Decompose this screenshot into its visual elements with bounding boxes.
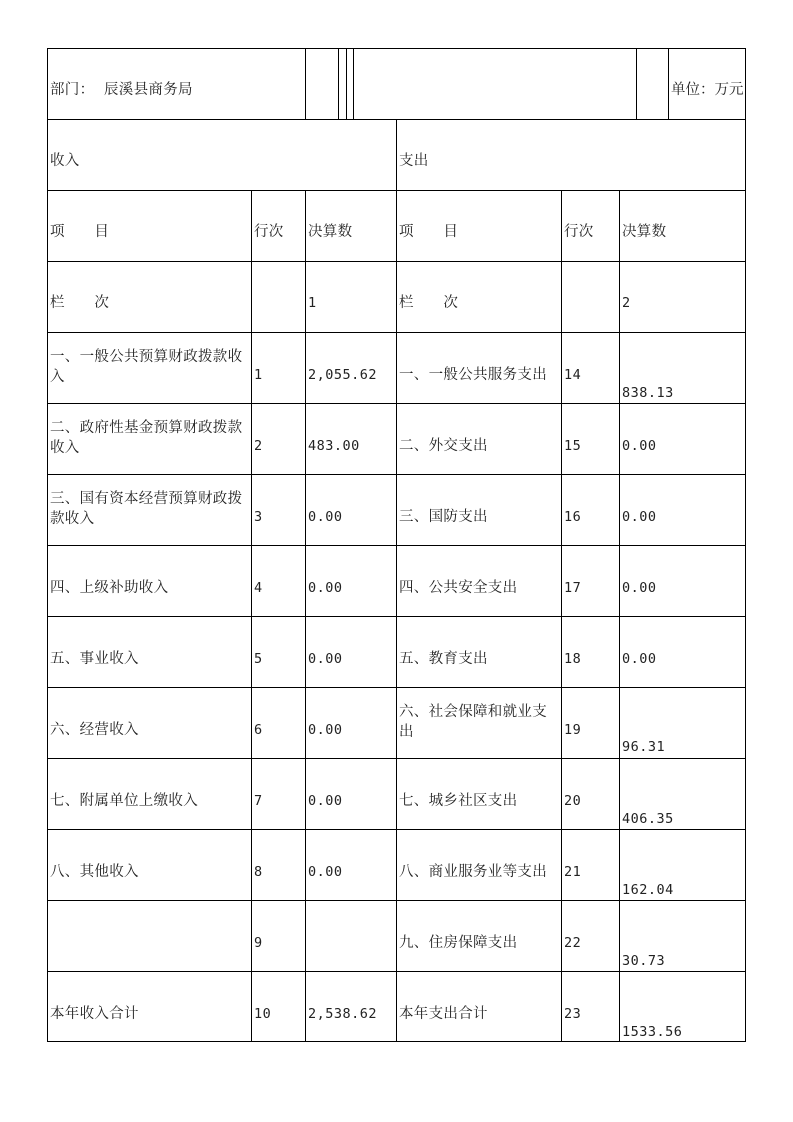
expense-line-number: 21 bbox=[564, 864, 582, 880]
income-total-amount: 2,538.62 bbox=[308, 1006, 378, 1022]
income-amount: 483.00 bbox=[308, 438, 360, 454]
col-divider bbox=[396, 119, 397, 1042]
income-item: 八、其他收入 bbox=[50, 864, 139, 880]
expense-item: 二、外交支出 bbox=[399, 438, 488, 454]
income-line-number: 6 bbox=[254, 722, 263, 738]
expense-amount: 96.31 bbox=[622, 739, 666, 755]
expense-amount: 162.04 bbox=[622, 882, 674, 898]
income-amount: 2,055.62 bbox=[308, 367, 378, 383]
col-divider bbox=[305, 190, 306, 1042]
expense-item: 五、教育支出 bbox=[399, 651, 488, 667]
unit-label: 单位：万元 bbox=[671, 82, 744, 98]
income-amount: 0.00 bbox=[308, 580, 343, 596]
expense-line-number: 18 bbox=[564, 651, 582, 667]
income-amount: 0.00 bbox=[308, 651, 343, 667]
income-item: 六、经营收入 bbox=[50, 722, 139, 738]
income-amount-header: 决算数 bbox=[308, 224, 353, 240]
expense-amount: 0.00 bbox=[622, 438, 657, 454]
col-divider bbox=[338, 48, 339, 119]
income-line-number: 2 bbox=[254, 438, 263, 454]
income-line-number: 4 bbox=[254, 580, 263, 596]
expense-total-label: 本年支出合计 bbox=[399, 1006, 488, 1022]
col-divider bbox=[561, 190, 562, 1042]
expense-item-header: 项 目 bbox=[399, 224, 459, 240]
col-divider bbox=[305, 48, 306, 119]
income-line-number: 5 bbox=[254, 651, 263, 667]
col-divider bbox=[668, 48, 669, 119]
income-amount: 0.00 bbox=[308, 864, 343, 880]
expense-line-number: 23 bbox=[564, 1006, 582, 1022]
expense-amount: 838.13 bbox=[622, 385, 674, 401]
income-line-number: 3 bbox=[254, 509, 263, 525]
expense-amount-header: 决算数 bbox=[622, 224, 667, 240]
column-index-label: 栏 次 bbox=[50, 295, 110, 311]
income-line-header: 行次 bbox=[254, 224, 284, 240]
col-divider bbox=[636, 48, 637, 119]
income-item: 七、附属单位上缴收入 bbox=[50, 793, 198, 809]
expense-item: 八、商业服务业等支出 bbox=[399, 864, 547, 880]
income-total-label: 本年收入合计 bbox=[50, 1006, 139, 1022]
expense-line-number: 20 bbox=[564, 793, 582, 809]
expense-line-header: 行次 bbox=[564, 224, 594, 240]
expense-amount: 0.00 bbox=[622, 509, 657, 525]
income-line-number: 9 bbox=[254, 935, 263, 951]
expense-total-amount: 1533.56 bbox=[622, 1024, 683, 1040]
expense-line-number: 17 bbox=[564, 580, 582, 596]
expense-item: 四、公共安全支出 bbox=[399, 580, 518, 596]
col-divider bbox=[619, 190, 620, 1042]
column-index-label: 栏 次 bbox=[399, 295, 459, 311]
expense-column-index: 2 bbox=[622, 295, 631, 311]
income-section-title: 收入 bbox=[50, 153, 80, 169]
expense-line-number: 22 bbox=[564, 935, 582, 951]
income-amount: 0.00 bbox=[308, 722, 343, 738]
expense-item: 三、国防支出 bbox=[399, 509, 488, 525]
income-column-index: 1 bbox=[308, 295, 317, 311]
expense-amount: 30.73 bbox=[622, 953, 666, 969]
expense-line-number: 19 bbox=[564, 722, 582, 738]
expense-item: 九、住房保障支出 bbox=[399, 935, 518, 951]
department-label: 部门： bbox=[50, 82, 95, 98]
income-item: 二、政府性基金预算财政拨款收入 bbox=[50, 420, 243, 456]
income-item: 五、事业收入 bbox=[50, 651, 139, 667]
expense-amount: 406.35 bbox=[622, 811, 674, 827]
expense-item: 六、社会保障和就业支出 bbox=[399, 704, 547, 740]
expense-line-number: 14 bbox=[564, 367, 582, 383]
department-name: 辰溪县商务局 bbox=[104, 82, 193, 98]
income-line-number: 7 bbox=[254, 793, 263, 809]
expense-item: 一、一般公共服务支出 bbox=[399, 367, 547, 383]
col-divider bbox=[353, 48, 354, 119]
income-item: 三、国有资本经营预算财政拨款收入 bbox=[50, 491, 243, 527]
income-line-number: 8 bbox=[254, 864, 263, 880]
income-amount: 0.00 bbox=[308, 793, 343, 809]
col-divider bbox=[251, 190, 252, 1042]
income-line-number: 1 bbox=[254, 367, 263, 383]
expense-line-number: 16 bbox=[564, 509, 582, 525]
col-divider bbox=[346, 48, 347, 119]
income-line-number: 10 bbox=[254, 1006, 272, 1022]
expense-item: 七、城乡社区支出 bbox=[399, 793, 518, 809]
income-item: 四、上级补助收入 bbox=[50, 580, 169, 596]
income-amount: 0.00 bbox=[308, 509, 343, 525]
expense-amount: 0.00 bbox=[622, 580, 657, 596]
expense-amount: 0.00 bbox=[622, 651, 657, 667]
income-item: 一、一般公共预算财政拨款收入 bbox=[50, 349, 243, 385]
expense-line-number: 15 bbox=[564, 438, 582, 454]
expense-section-title: 支出 bbox=[399, 153, 429, 169]
income-item-header: 项 目 bbox=[50, 224, 110, 240]
